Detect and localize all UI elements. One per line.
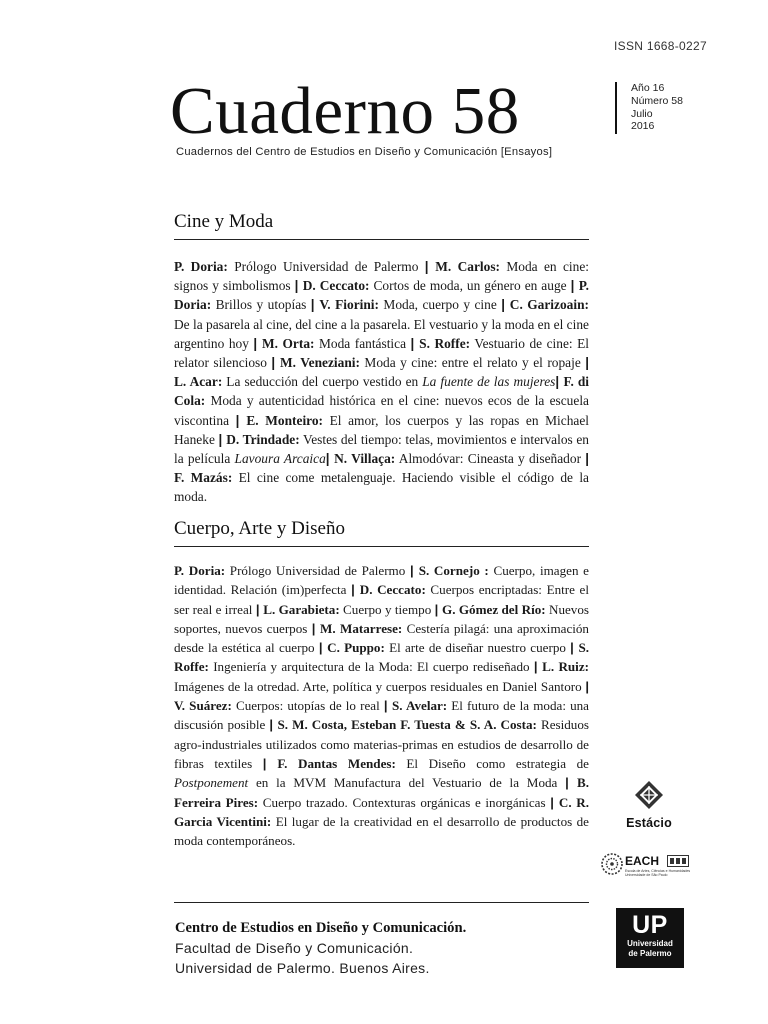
entry-title: Residuos agro-industriales utilizados como materias-primas en estudios de desarrollo de fibras textiles [174,717,589,771]
entry-separator: | [555,374,564,390]
up-line-2: de Palermo [628,949,672,958]
entry-separator: | [410,335,420,351]
entry-author: G. Gómez del Río: [442,601,546,617]
entry-title: La seducción del cuerpo vestido en [222,374,423,390]
entry-title: Cuerpo y tiempo [339,601,435,617]
entry-author: L. Acar: [174,374,223,390]
estacio-logo [618,780,680,830]
entry-title: Moda y autenticidad histórica en el cine: nuevos ecos de la escuela viscontina [174,393,589,428]
entry-separator: | [218,431,227,447]
entry-author: D. Ceccato: [359,582,426,598]
footer-center-name: Centro de Estudios en Diseño y Comunicación. [175,920,467,936]
entry-separator: | [585,451,590,467]
up-line-1: Universidad [627,939,673,948]
entry-author: D. Trindade: [226,431,300,447]
estacio-diamond-icon [634,780,664,810]
entry-title: El futuro de la moda: una discusión posible [174,698,589,733]
entry-author: M. Veneziani: [280,355,360,371]
issn: ISSN 1668-0227 [614,39,707,53]
entry-title: El lugar de la creatividad en el desarrollo de productos de moda contemporáneos. [174,813,589,849]
entry-author: M. Carlos: [435,259,501,274]
entry-title: Brillos y utopías [211,297,311,313]
entry-title: Cestería pilagá: una aproximación desde la estética al cuerpo [174,620,589,656]
entry-author: D. Ceccato: [302,278,370,294]
entry-author: E. Monteiro: [246,412,324,428]
entry-title: Imágenes de la otredad. Arte, política y cuerpos residuales en Daniel Santoro [174,678,586,694]
entry-title: Nuevos soportes, nuevos cuerpos [174,601,589,636]
up-monogram: UP [632,911,668,939]
entry-title: Vestuario de cine: El relator silencioso [174,335,590,371]
entry-title: Cuerpo trazado. Contexturas orgánicas e inorgánicas [258,794,551,810]
entry-author: C. R. Garcia Vicentini: [174,794,589,829]
entry-separator: | [409,563,419,578]
entry-author: M. Orta: [262,335,315,351]
entry-title-italic: Postponement [174,775,249,791]
entry-title-rest: en la MVM Manufactura del Vestuario de la Moda [248,775,566,791]
entry-author: P. Doria: [174,278,589,313]
entry-title: Cuerpos encriptadas: Entre el ser real e irreal [174,582,589,617]
entry-title-italic: Lavoura Arcaica [234,451,326,467]
each-emblem-icon [600,852,624,876]
entry-author: B. Ferreira Pires: [174,775,589,810]
entry-title: El cine come metalenguaje. Haciendo visible el código de la moda. [174,470,589,505]
entry-author: N. Villaça: [334,451,396,467]
entry-separator: | [570,278,579,294]
entry-separator: | [269,717,278,733]
issue-meta [631,82,683,133]
entry-title: Cuerpos: utopías de lo real [231,698,384,714]
section-title-cuerpo: Cuerpo, Arte y Diseño [174,518,345,539]
entry-separator: | [271,355,280,371]
entry-separator: | [253,335,263,351]
up-logo [616,908,684,968]
entry-author: S. Cornejo : [418,563,489,578]
entry-author: F. di Cola: [174,374,590,409]
entry-title-italic: La fuente de las mujeres [422,374,556,390]
entry-title: Moda y cine: entre el relato y el ropaje [359,355,586,371]
entry-author: S. Roffe: [174,640,589,675]
entry-title: Moda en cine: signos y simbolismos [174,259,589,294]
footer-university: Universidad de Palermo. Buenos Aires. [175,960,430,976]
estacio-wordmark: Estácio [626,816,672,830]
page-title: Cuaderno 58 [170,74,520,148]
entry-author: F. Mazás: [174,470,233,486]
entry-author: S. Roffe: [419,335,471,351]
each-wordmark: EACH [625,854,660,868]
entry-separator: | [424,259,436,274]
entry-title: Vestes del tiempo: telas, movimientos e intervalos en la película [174,431,590,467]
entry-title: El arte de diseñar nuestro cuerpo [384,640,571,656]
subtitle: Cuadernos del Centro de Estudios en Diseño y Comunicación [Ensayos] [176,146,553,158]
entry-separator: | [294,278,303,294]
entry-title: Cortos de moda, un género en auge [369,278,571,294]
usp-mark-icon [667,855,689,867]
entry-author: L. Ruiz: [542,659,589,675]
section-rule [174,546,589,547]
entry-separator: | [501,297,510,313]
entry-separator: | [570,640,579,656]
entry-title: Cuerpo, imagen e identidad. Relación (im)perfecta [174,563,589,598]
entry-title: El Diseño como estrategia de [395,755,589,771]
footer-faculty: Facultad de Diseño y Comunicación. [175,940,414,956]
footer-rule [174,902,589,903]
entry-title: El amor, los cuerpos y las ropas en Michael Haneke [174,412,589,447]
each-caption: Escola de Artes, Ciências e Humanidades Universidade de São Paulo [625,869,691,877]
entry-author: M. Matarrese: [320,620,403,636]
entry-title: De la pasarela al cine, del cine a la pasarela. El vestuario y la moda en el cine argentino hoy [174,316,589,351]
entry-separator: | [434,601,443,617]
entry-separator: | [262,755,278,771]
entry-separator: | [235,412,247,428]
entry-title: Almodóvar: Cineasta y diseñador [395,451,586,467]
entry-separator: | [565,775,577,791]
entry-separator: | [351,582,360,598]
entry-author: S. Avelar: [392,698,448,714]
meta-year: Año 16 [631,82,665,94]
meta-month: Julio [631,107,653,120]
entry-author: C. Puppo: [327,640,385,656]
section-body-cine [174,257,589,507]
header-divider [615,82,617,134]
entry-author: F. Dantas Mendes: [277,755,396,771]
section-title-cine: Cine y Moda [174,211,274,232]
section-rule [174,239,589,240]
entry-author: C. Garizoain: [509,297,589,313]
entry-author: V. Fiorini: [319,297,379,313]
entry-author: V. Suárez: [174,698,232,714]
entry-author: P. Doria: [174,563,226,578]
entry-separator: | [318,640,328,656]
meta-yearnum: 2016 [631,120,655,133]
meta-number: Número 58 [631,94,683,107]
entry-separator: | [310,297,320,313]
entry-separator: | [383,698,393,714]
entry-author: S. M. Costa, Esteban F. Tuesta & S. A. Costa: [277,717,537,733]
entry-author: P. Doria: [174,259,228,274]
entry-title: Prólogo Universidad de Palermo [225,563,410,578]
entry-title: Moda, cuerpo y cine [378,297,502,313]
entry-author: L. Garabieta: [263,601,340,617]
entry-separator: | [585,678,589,694]
entry-separator: | [325,451,335,467]
entry-separator: | [533,659,543,675]
entry-title: Moda fantástica [314,335,411,351]
entry-separator: | [255,601,264,617]
entry-separator: | [550,794,559,810]
footer-address [175,938,430,978]
entry-title: Ingeniería y arquitectura de la Moda: El cuerpo rediseñado [208,659,534,675]
entry-separator: | [311,620,321,636]
entry-title: Prólogo Universidad de Palermo [227,259,425,274]
entry-separator: | [585,355,589,371]
section-body-cuerpo [174,561,589,850]
